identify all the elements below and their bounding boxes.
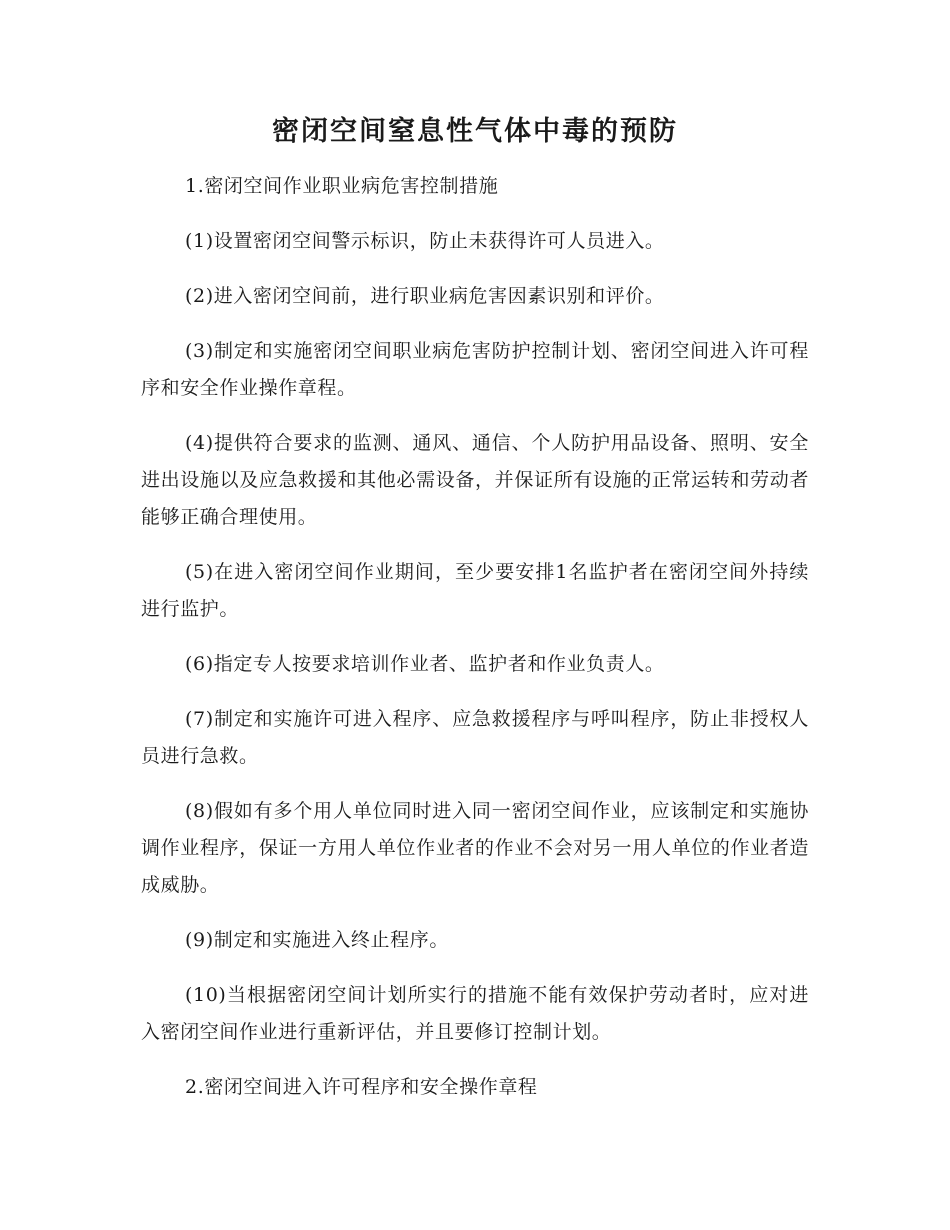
section-heading-2: 2.密闭空间进入许可程序和安全操作章程 (185, 1076, 538, 1098)
document-body (141, 168, 809, 1124)
measure-item-3: (3)制定和实施密闭空间职业病危害防护控制计划、密闭空间进入许可程序和安全作业操作章程。 (141, 340, 809, 399)
measure-item-7: (7)制定和实施许可进入程序、应急救援程序与呼叫程序，防止非授权人员进行急救。 (141, 708, 809, 767)
measure-item-10: (10)当根据密闭空间计划所实行的措施不能有效保护劳动者时，应对进入密闭空间作业进行重新评估，并且要修订控制计划。 (141, 984, 809, 1043)
measure-item-9: (9)制定和实施进入终止程序。 (185, 929, 449, 951)
measure-item-5: (5)在进入密闭空间作业期间，至少要安排1名监护者在密闭空间外持续进行监护。 (141, 561, 809, 620)
document-title: 密闭空间窒息性气体中毒的预防 (272, 116, 678, 147)
measure-item-1: (1)设置密闭空间警示标识，防止未获得许可人员进入。 (185, 230, 665, 252)
measure-item-8: (8)假如有多个用人单位同时进入同一密闭空间作业，应该制定和实施协调作业程序，保证一方用人单位作业者的作业不会对另一用人单位的作业者造成威胁。 (141, 800, 809, 896)
measure-item-4: (4)提供符合要求的监测、通风、通信、个人防护用品设备、照明、安全进出设施以及应急救援和其他必需设备，并保证所有设施的正常运转和劳动者能够正确合理使用。 (141, 432, 809, 528)
measure-item-2: (2)进入密闭空间前，进行职业病危害因素识别和评价。 (185, 285, 665, 307)
measure-item-6: (6)指定专人按要求培训作业者、监护者和作业负责人。 (185, 653, 665, 675)
section-heading-1: 1.密闭空间作业职业病危害控制措施 (185, 175, 499, 197)
